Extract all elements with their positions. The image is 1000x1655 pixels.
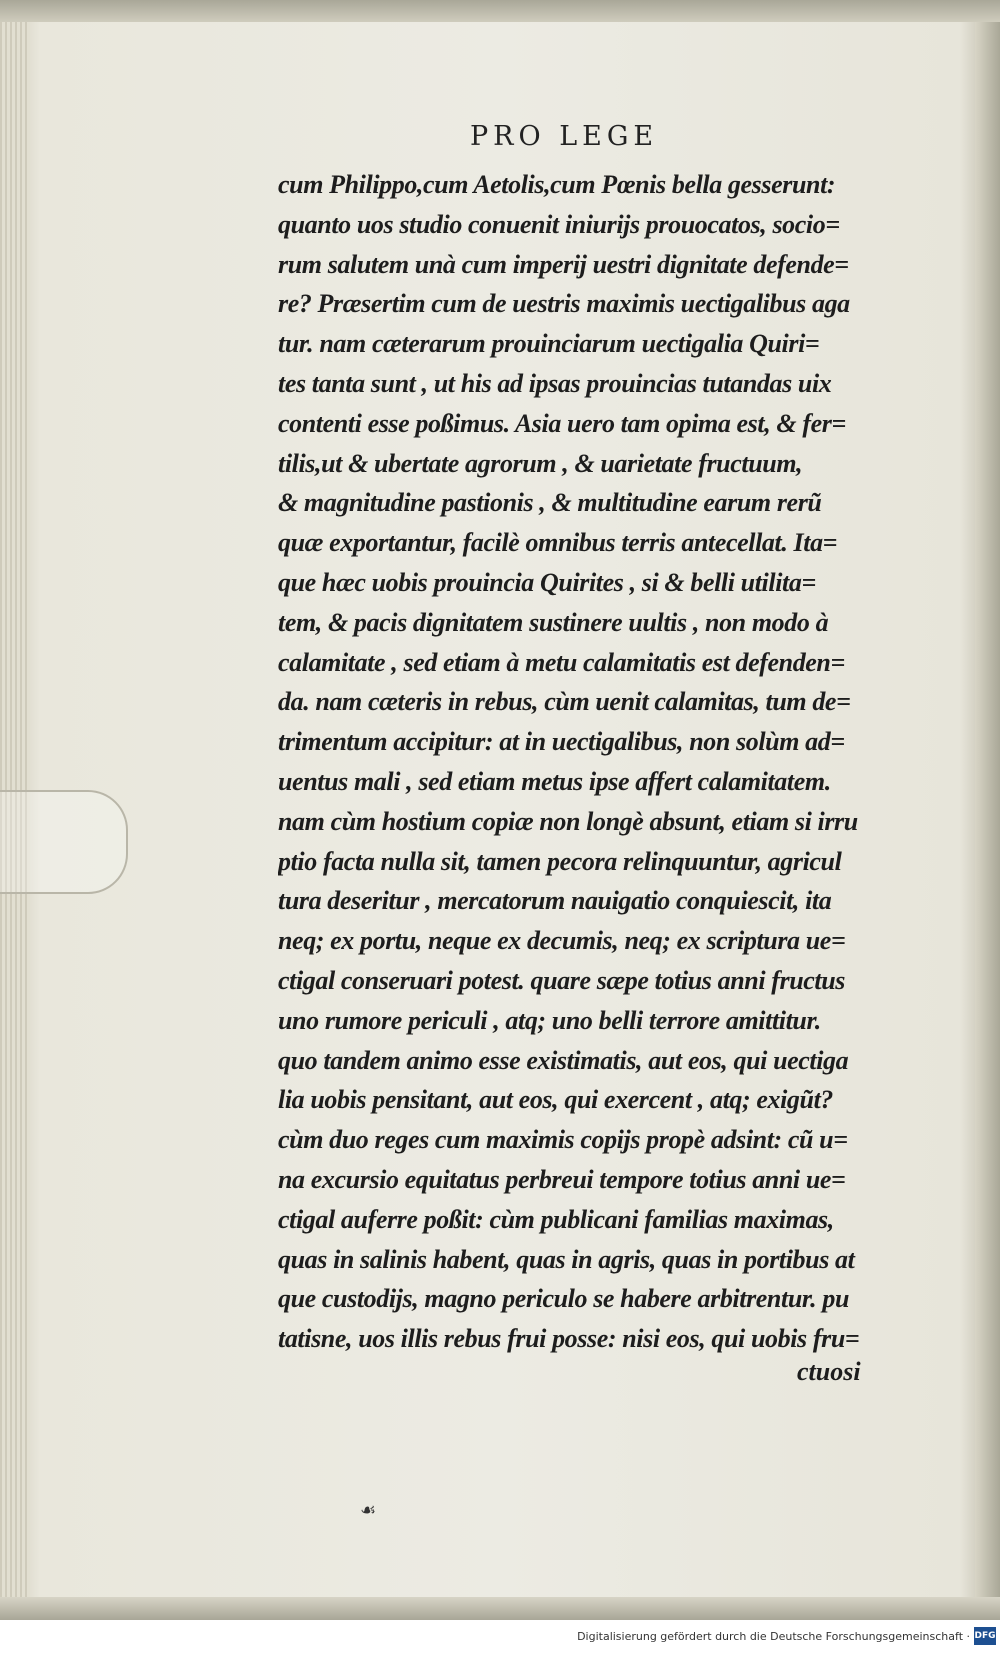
text-line: uentus mali , sed etiam metus ipse affert calamitatem.: [278, 766, 831, 796]
text-line: lia uobis pensitant, aut eos, qui exercent , atq; exigũt?: [278, 1085, 834, 1115]
text-line: contenti esse poßimus. Asia uero tam opima est, & fer=: [278, 408, 846, 438]
text-line: tem, & pacis dignitatem sustinere uultis , non modo à: [278, 607, 829, 637]
text-line: rum salutem unà cum imperij uestri dignitate defende=: [278, 249, 849, 279]
text-line: trimentum accipitur: at in uectigalibus, non solùm ad=: [278, 727, 845, 757]
text-line: tatisne, uos illis rebus frui posse: nisi eos, qui uobis fru=: [278, 1324, 860, 1354]
text-line: na excursio equitatus perbreui tempore totius anni ue=: [278, 1164, 846, 1194]
text-line: ptio facta nulla sit, tamen pecora relinquuntur, agricul: [278, 846, 842, 876]
text-line: & magnitudine pastionis , & multitudine earum rerũ: [278, 488, 822, 518]
page-tab-marker: [0, 790, 128, 894]
text-line: ctigal auferre poßit: cùm publicani familias maximas,: [278, 1204, 834, 1234]
page-bottom-edge: [0, 1597, 1000, 1620]
page-top-edge: [0, 0, 1000, 22]
text-line: que custodijs, magno periculo se habere arbitrentur. pu: [278, 1284, 850, 1314]
text-line: tura deseritur , mercatorum nauigatio conquiescit, ita: [278, 886, 832, 916]
text-line: tilis,ut & ubertate agrorum , & uarietate fructuum,: [278, 448, 803, 478]
dfg-logo-icon: DFG: [974, 1627, 996, 1645]
text-line: re? Præsertim cum de uestris maximis uectigalibus aga: [278, 289, 850, 319]
page-right-edge: [975, 22, 1000, 1597]
body-text: [278, 165, 918, 1359]
text-line: tur. nam cæterarum prouinciarum uectigalia Quiri=: [278, 329, 820, 359]
text-line: neq; ex portu, neque ex decumis, neq; ex scriptura ue=: [278, 926, 846, 956]
footer-credit: Digitalisierung gefördert durch die Deutsche Forschungsgemeinschaft ·: [577, 1630, 970, 1643]
running-header: PRO LEGE: [470, 121, 659, 152]
text-line: calamitate , sed etiam à metu calamitatis est defenden=: [278, 647, 845, 677]
text-line: quæ exportantur, facilè omnibus terris antecellat. Ita=: [278, 528, 838, 558]
catchword: ctuosi: [797, 1357, 861, 1386]
text-line: nam cùm hostium copiæ non longè absunt, etiam si irru: [278, 806, 858, 836]
text-line: cum Philippo,cum Aetolis,cum Pœnis bella gesserunt:: [278, 170, 836, 199]
text-line: uno rumore periculi , atq; uno belli terrore amittitur.: [278, 1005, 821, 1035]
text-line: que hæc uobis prouincia Quirites , si & belli utilita=: [278, 567, 816, 597]
text-line: ctigal conseruari potest. quare sæpe totius anni fructus: [278, 965, 846, 995]
footer-bar: [0, 1620, 1000, 1655]
text-line: quo tandem animo esse existimatis, aut eos, qui uectiga: [278, 1045, 849, 1075]
text-line: quas in salinis habent, quas in agris, quas in portibus at: [278, 1244, 855, 1274]
ornament-mark: ☙: [360, 1500, 377, 1521]
text-line: quanto uos studio conuenit iniurijs prouocatos, socio=: [278, 209, 840, 239]
text-line: da. nam cæteris in rebus, cùm uenit calamitas, tum de=: [278, 687, 851, 717]
text-line: cùm duo reges cum maximis copijs propè adsint: cũ u=: [278, 1125, 848, 1155]
text-line: tes tanta sunt , ut his ad ipsas prouincias tutandas uix: [278, 368, 832, 398]
